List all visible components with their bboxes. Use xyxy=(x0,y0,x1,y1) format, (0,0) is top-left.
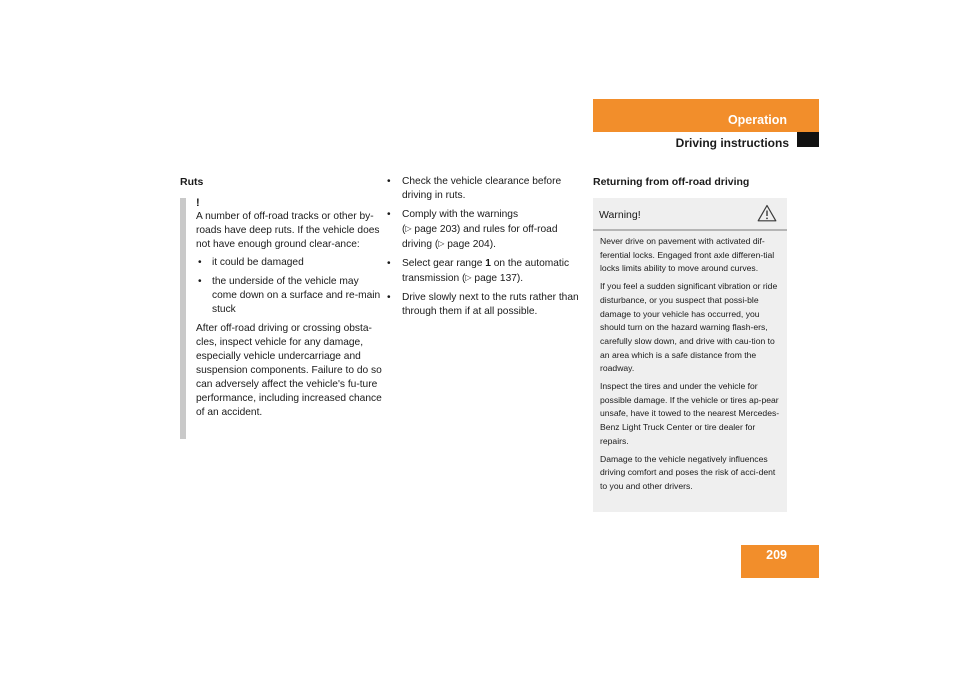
subsection-title: Driving instructions xyxy=(675,136,789,150)
page-number-tab xyxy=(741,545,819,578)
warning-title: Warning! xyxy=(599,209,641,221)
note-intro: A number of off-road tracks or other by-roads have deep ruts. If the vehicle does not have enough ground clear-ance: xyxy=(196,211,380,250)
instruction-item: • Drive slowly next to the ruts rather than through them if at all possible. xyxy=(386,291,582,319)
note-bar xyxy=(180,198,186,439)
instruction-list xyxy=(386,175,582,319)
warning-paragraph: Inspect the tires and under the vehicle for possible damage. If the vehicle or tires ap-pear unsafe, have it towed to the nearest Mercedes-Benz Light Truck Center or tire dealer for repairs. xyxy=(600,381,780,446)
page-reference-icon: ▷ xyxy=(405,224,412,233)
page-reference-icon: ▷ xyxy=(465,273,472,282)
note-bullet: • the underside of the vehicle may come down on a surface and re-main stuck xyxy=(196,275,382,317)
ruts-instructions xyxy=(386,175,582,324)
warning-body xyxy=(600,235,784,498)
returning-heading: Returning from off-road driving xyxy=(593,176,750,188)
warning-paragraph: If you feel a sudden significant vibration or ride disturbance, or you suspect that possi-ble damage to your vehicle has occurred, you should turn on the hazard warning flash-ers, carefully slow down, and drive with cau-tion to an area which is a safe distance from the roadway. xyxy=(600,281,778,374)
page-number: 209 xyxy=(766,548,787,562)
note-panel xyxy=(196,197,382,424)
page-reference-icon: ▷ xyxy=(438,239,445,248)
note-exclamation-icon: ! xyxy=(196,197,200,209)
warning-box xyxy=(593,198,787,512)
ruts-heading: Ruts xyxy=(180,176,204,188)
warning-triangle-icon xyxy=(757,204,777,222)
note-bullet-list xyxy=(196,256,382,317)
note-bullet: • it could be damaged xyxy=(196,256,382,270)
instruction-item: • Select gear range 1 on the automatic transmission (▷ page 137). xyxy=(386,257,582,286)
note-closing: After off-road driving or crossing obsta-cles, inspect vehicle for any damage, especially vehicle undercarriage and suspension components. Failure to do so can adversely affect the vehicle's fu-ture performance, including increased chance of an accident. xyxy=(196,323,382,418)
header-marker xyxy=(797,132,819,147)
section-title: Operation xyxy=(727,113,787,127)
section-header xyxy=(593,99,819,132)
instruction-item: • Comply with the warnings (▷ page 203) and rules for off-road driving (▷ page 204). xyxy=(386,208,582,252)
warning-header xyxy=(593,198,787,231)
instruction-item: • Check the vehicle clearance before driving in ruts. xyxy=(386,175,582,203)
warning-paragraph: Never drive on pavement with activated dif-ferential locks. Engaged front axle differen-tial locks limits ability to move around curves. xyxy=(600,236,775,274)
warning-paragraph: Damage to the vehicle negatively influences driving comfort and poses the risk of acci-dent to you and other drivers. xyxy=(600,453,776,491)
